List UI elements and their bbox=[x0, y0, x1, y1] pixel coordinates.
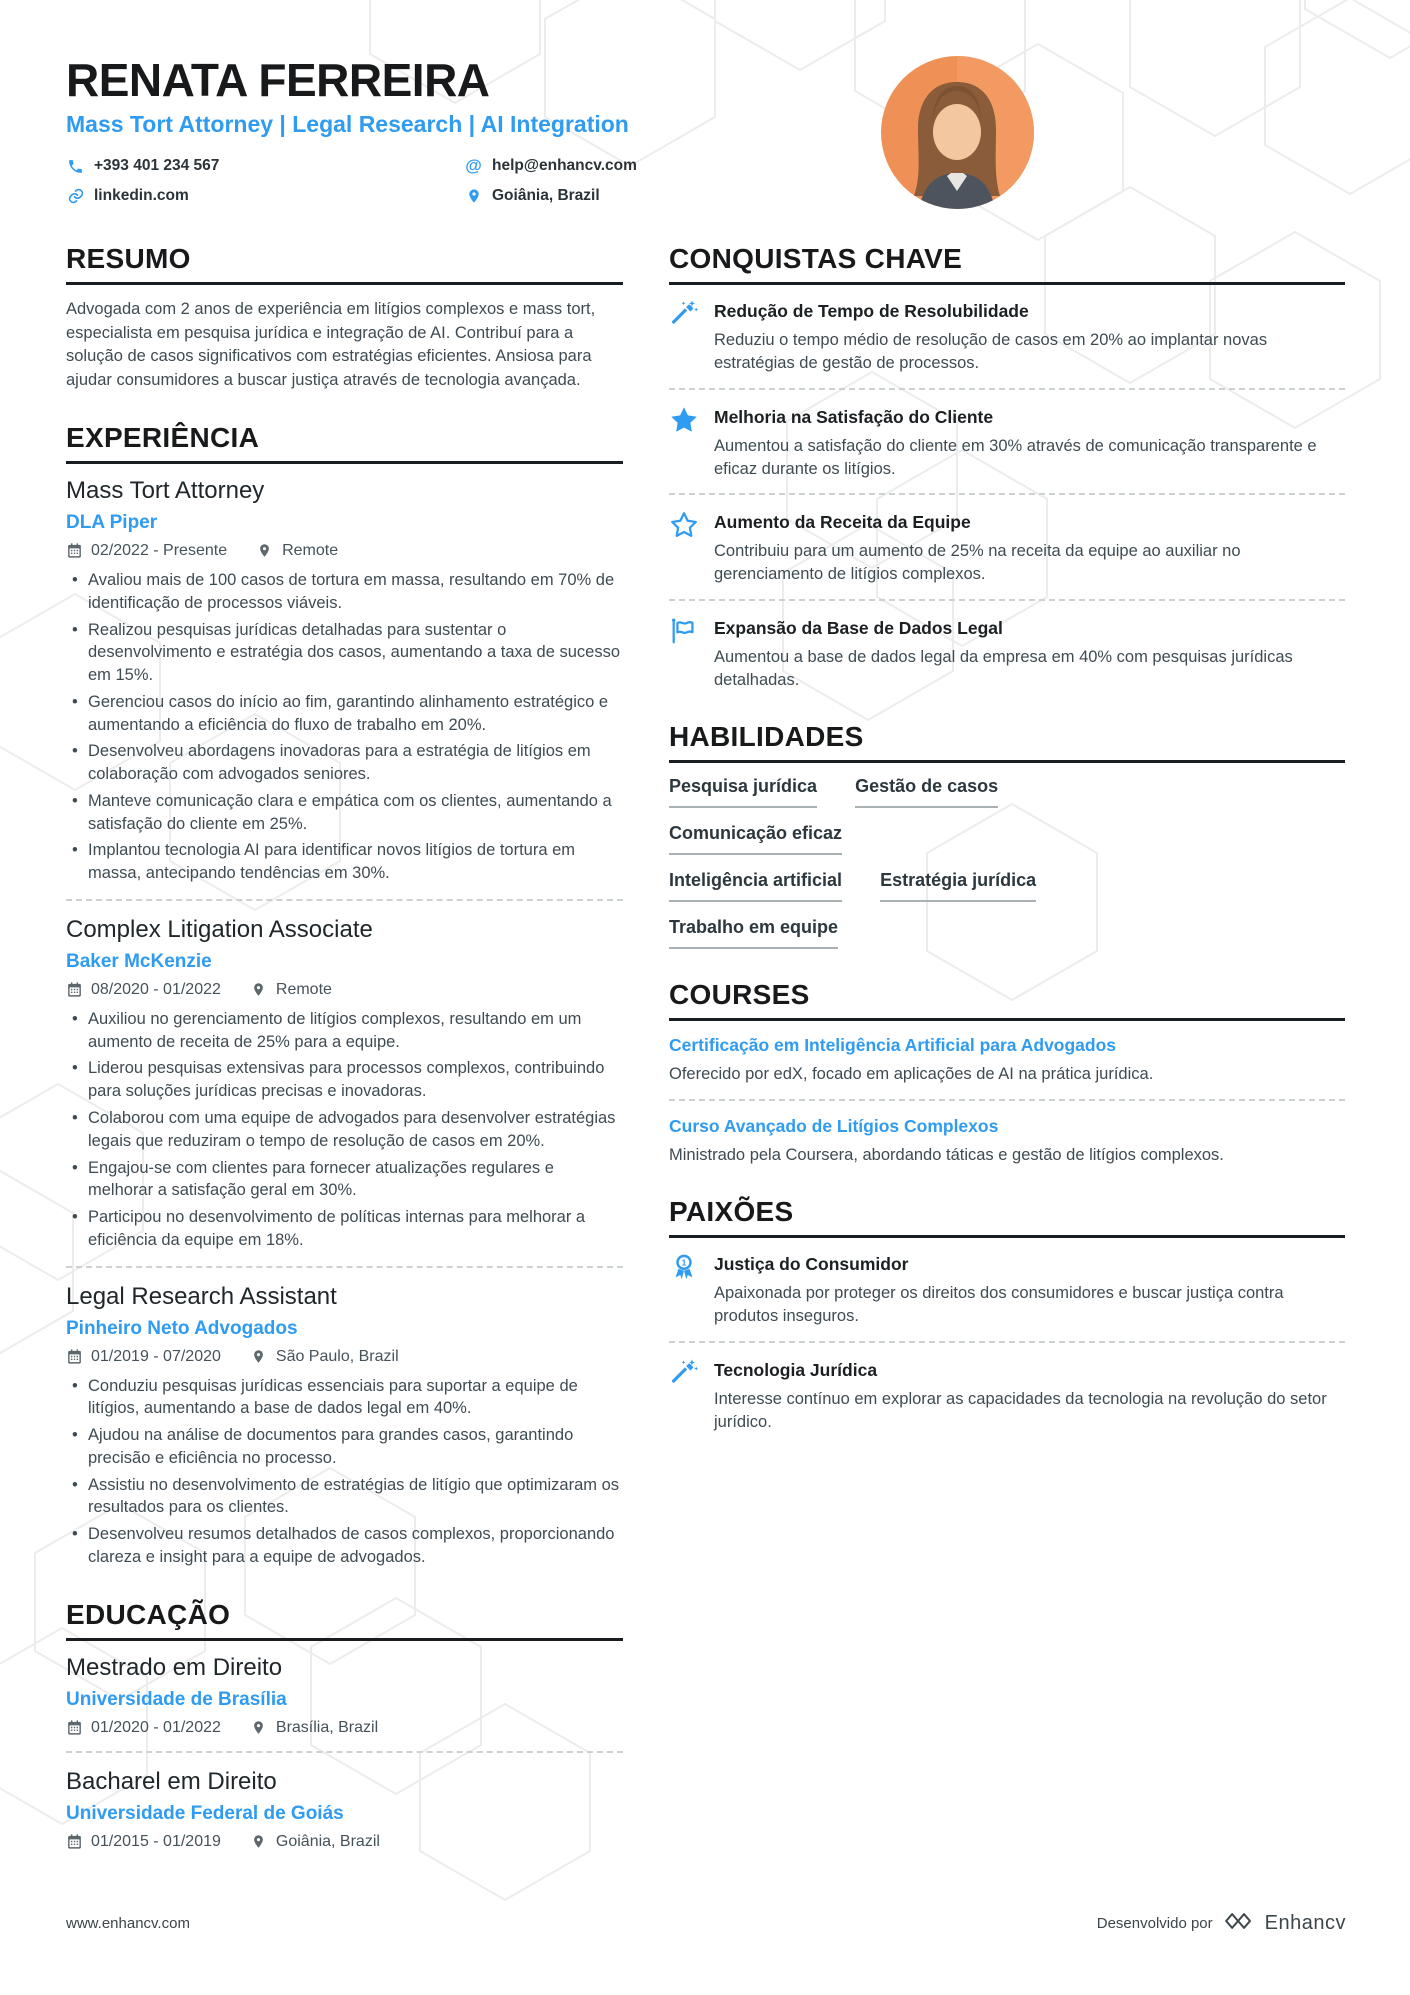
education-location-text: Goiânia, Brazil bbox=[275, 1832, 380, 1850]
skill-row bbox=[669, 870, 1345, 902]
achievement-text: Aumentou a base de dados legal da empresa em 40% com pesquisas jurídicas detalhadas. bbox=[714, 647, 1293, 689]
powered-by-enhancv[interactable] bbox=[1097, 1910, 1346, 1937]
email-address: help@enhancv.com bbox=[492, 157, 637, 175]
right-column bbox=[669, 243, 1345, 1880]
passion-text: Apaixonada por proteger os direitos dos consumidores e buscar justiça contra produtos inseguros. bbox=[714, 1284, 1284, 1326]
job-entry bbox=[66, 477, 623, 885]
achievement-item bbox=[669, 404, 1345, 481]
habilidades-heading: HABILIDADES bbox=[669, 721, 1345, 763]
location-contact bbox=[464, 187, 826, 206]
education-dates-text: 01/2015 - 01/2019 bbox=[91, 1832, 221, 1850]
skill-row bbox=[669, 823, 1345, 855]
job-bullets bbox=[66, 1375, 623, 1569]
pin-icon bbox=[251, 1719, 268, 1736]
job-company[interactable]: DLA Piper bbox=[66, 511, 158, 533]
job-meta bbox=[66, 1348, 623, 1366]
job-dates bbox=[66, 981, 221, 999]
calendar-icon bbox=[66, 1719, 83, 1736]
phone-icon bbox=[66, 157, 85, 176]
job-entry bbox=[66, 1283, 623, 1569]
job-company[interactable]: Baker McKenzie bbox=[66, 950, 212, 972]
job-dates-text: 08/2020 - 01/2022 bbox=[91, 980, 221, 998]
course-item bbox=[669, 1115, 1345, 1167]
job-bullets bbox=[66, 1008, 623, 1252]
bullet: • Gerenciou casos do início ao fim, garantindo alinhamento estratégico e aumentando a eficiência do fluxo de trabalho em 20%. bbox=[66, 691, 623, 737]
link-contact[interactable] bbox=[66, 187, 464, 206]
link-text: linkedin.com bbox=[94, 187, 189, 205]
job-title: Legal Research Assistant bbox=[66, 1282, 337, 1310]
passion-text: Interesse contínuo em explorar as capacidades da tecnologia na revolução do setor jurídico. bbox=[714, 1389, 1327, 1431]
location-text: Goiânia, Brazil bbox=[492, 187, 600, 205]
bullet: • Auxiliou no gerenciamento de litígios complexos, resultando em um aumento de receita de 25% para a equipe. bbox=[66, 1008, 623, 1054]
pin-icon bbox=[251, 981, 268, 998]
education-meta bbox=[66, 1719, 623, 1737]
job-entry bbox=[66, 916, 623, 1252]
school[interactable]: Universidade Federal de Goiás bbox=[66, 1802, 344, 1824]
courses-heading: COURSES bbox=[669, 979, 1345, 1021]
passion-content bbox=[714, 1357, 1345, 1434]
skill-row bbox=[669, 917, 1345, 949]
resume-body bbox=[66, 243, 1345, 1880]
achievement-content bbox=[714, 404, 1345, 481]
job-location-text: Remote bbox=[275, 980, 332, 998]
job-location bbox=[251, 981, 332, 999]
educacao-heading: EDUCAÇÃO bbox=[66, 1599, 623, 1641]
divider bbox=[669, 493, 1345, 495]
course-text: Oferecido por edX, focado em aplicações de AI na prática jurídica. bbox=[669, 1065, 1154, 1084]
calendar-icon bbox=[66, 981, 83, 998]
achievement-title: Aumento da Receita da Equipe bbox=[714, 512, 971, 533]
divider bbox=[669, 388, 1345, 390]
skill-tag: Gestão de casos bbox=[855, 776, 998, 808]
calendar-icon bbox=[66, 1833, 83, 1850]
flag-icon bbox=[669, 615, 699, 692]
divider bbox=[66, 1266, 623, 1268]
skill-tag: Trabalho em equipe bbox=[669, 917, 838, 949]
bullet: • Conduziu pesquisas jurídicas essenciais para suportar a equipe de litígios, aumentando a base de dados legal em 40%. bbox=[66, 1375, 623, 1421]
avatar bbox=[881, 56, 1034, 209]
job-dates bbox=[66, 542, 227, 560]
achievement-title: Redução de Tempo de Resolubilidade bbox=[714, 301, 1029, 322]
svg-text:1: 1 bbox=[681, 1258, 687, 1269]
pin-icon bbox=[251, 1833, 268, 1850]
bullet: • Manteve comunicação clara e empática com os clientes, aumentando a satisfação do cliente em 25%. bbox=[66, 790, 623, 836]
job-location bbox=[251, 1348, 399, 1366]
achievement-item bbox=[669, 615, 1345, 692]
education-entry bbox=[66, 1768, 623, 1851]
skill-row bbox=[669, 776, 1345, 808]
job-company[interactable]: Pinheiro Neto Advogados bbox=[66, 1317, 298, 1339]
job-meta bbox=[66, 981, 623, 999]
degree: Mestrado em Direito bbox=[66, 1653, 283, 1681]
magic-wand-icon bbox=[669, 1357, 699, 1434]
bullet: • Avaliou mais de 100 casos de tortura em massa, resultando em 70% de identificação de processos viáveis. bbox=[66, 569, 623, 615]
bullet: • Realizou pesquisas jurídicas detalhadas para sustentar o desenvolvimento e estratégia dos casos, aumentando a taxa de sucesso em 15%. bbox=[66, 619, 623, 687]
achievement-item bbox=[669, 509, 1345, 586]
bullet: • Liderou pesquisas extensivas para processos complexos, contribuindo para soluções jurídicas precisas e inovadoras. bbox=[66, 1057, 623, 1103]
resume-header bbox=[66, 56, 1345, 211]
achievement-text: Aumentou a satisfação do cliente em 30% através de comunicação transparente e eficaz durante os litígios. bbox=[714, 436, 1317, 478]
at-icon: @ bbox=[465, 156, 482, 176]
job-bullets bbox=[66, 569, 623, 885]
star-outline-icon bbox=[669, 509, 699, 586]
passion-title: Tecnologia Jurídica bbox=[714, 1359, 878, 1380]
contact-info bbox=[66, 151, 826, 211]
education-location bbox=[251, 1833, 380, 1851]
education-location-text: Brasília, Brazil bbox=[275, 1718, 379, 1736]
section-conquistas bbox=[669, 243, 1345, 691]
passion-title: Justiça do Consumidor bbox=[714, 1254, 909, 1275]
divider bbox=[669, 599, 1345, 601]
section-paixoes bbox=[669, 1196, 1345, 1433]
course-title: Curso Avançado de Litígios Complexos bbox=[669, 1115, 999, 1136]
job-title: Complex Litigation Associate bbox=[66, 915, 373, 943]
section-resumo bbox=[66, 243, 623, 392]
school[interactable]: Universidade de Brasília bbox=[66, 1688, 287, 1710]
link-icon bbox=[66, 187, 85, 206]
footer-site-link[interactable]: www.enhancv.com bbox=[66, 1915, 190, 1932]
star-filled-icon bbox=[669, 404, 699, 481]
achievement-content bbox=[714, 298, 1345, 375]
course-title: Certificação em Inteligência Artificial para Advogados bbox=[669, 1035, 1117, 1056]
education-dates bbox=[66, 1833, 221, 1851]
skill-tag: Pesquisa jurídica bbox=[669, 776, 817, 808]
bullet: • Engajou-se com clientes para fornecer atualizações regulares e melhorar a satisfação geral em 30%. bbox=[66, 1157, 623, 1203]
job-location-text: Remote bbox=[282, 541, 339, 559]
passion-item bbox=[669, 1357, 1345, 1434]
powered-by-label: Desenvolvido por bbox=[1096, 1915, 1213, 1932]
pin-icon bbox=[257, 542, 274, 559]
calendar-icon bbox=[66, 1348, 83, 1365]
pin-icon bbox=[251, 1348, 268, 1365]
divider bbox=[669, 1341, 1345, 1343]
achievement-content bbox=[714, 509, 1345, 586]
enhancv-logo bbox=[1222, 1910, 1256, 1937]
candidate-name: RENATA FERREIRA bbox=[66, 54, 490, 106]
degree: Bacharel em Direito bbox=[66, 1767, 277, 1795]
phone-number: +393 401 234 567 bbox=[94, 157, 220, 175]
bullet: • Desenvolveu resumos detalhados de casos complexos, proporcionando clareza e insight para a equipe de advogados. bbox=[66, 1523, 623, 1569]
section-habilidades bbox=[669, 721, 1345, 949]
achievement-content bbox=[714, 615, 1345, 692]
job-dates-text: 01/2019 - 07/2020 bbox=[91, 1347, 221, 1365]
bullet: • Colaborou com uma equipe de advogados para desenvolver estratégias legais que reduziram o tempo de resolução de casos em 20%. bbox=[66, 1107, 623, 1153]
bullet: • Participou no desenvolvimento de políticas internas para melhorar a eficiência da equipe em 18%. bbox=[66, 1206, 623, 1252]
achievement-title: Expansão da Base de Dados Legal bbox=[714, 617, 1003, 638]
resumo-heading: RESUMO bbox=[66, 243, 623, 285]
bullet: • Implantou tecnologia AI para identificar novos litígios de tortura em massa, antecipando tendências em 30%. bbox=[66, 839, 623, 885]
conquistas-heading: CONQUISTAS CHAVE bbox=[669, 243, 1345, 285]
course-text: Ministrado pela Coursera, abordando táticas e gestão de litígios complexos. bbox=[669, 1145, 1224, 1164]
bullet: • Desenvolveu abordagens inovadoras para a estratégia de litígios em colaboração com advogados seniores. bbox=[66, 740, 623, 786]
passion-content bbox=[714, 1251, 1345, 1328]
section-educacao bbox=[66, 1599, 623, 1851]
job-location-text: São Paulo, Brazil bbox=[275, 1347, 399, 1365]
bullet: • Assistiu no desenvolvimento de estratégias de litígio que optimizaram os resultados para os clientes. bbox=[66, 1474, 623, 1520]
left-column bbox=[66, 243, 623, 1880]
page-footer bbox=[66, 1910, 1346, 1937]
education-meta bbox=[66, 1833, 623, 1851]
education-entry bbox=[66, 1654, 623, 1737]
skill-tag: Inteligência artificial bbox=[669, 870, 842, 902]
divider bbox=[669, 1099, 1345, 1101]
resumo-text: Advogada com 2 anos de experiência em litígios complexos e mass tort, especialista em pesquisa jurídica e integração de AI. Contribuí para a solução de casos significativos com estratégias eficientes. Ansiosa para ajudar consumidores a buscar justiça através de tecnologia avançada. bbox=[66, 300, 596, 389]
job-title: Mass Tort Attorney bbox=[66, 476, 265, 504]
calendar-icon bbox=[66, 542, 83, 559]
education-dates-text: 01/2020 - 01/2022 bbox=[91, 1718, 221, 1736]
job-location bbox=[257, 542, 338, 560]
enhancv-wordmark: Enhancv bbox=[1264, 1912, 1346, 1934]
course-item bbox=[669, 1034, 1345, 1086]
education-dates bbox=[66, 1719, 221, 1737]
passion-item bbox=[669, 1251, 1345, 1328]
divider bbox=[66, 1751, 623, 1753]
magic-wand-icon bbox=[669, 298, 699, 375]
paixoes-heading: PAIXÕES bbox=[669, 1196, 1345, 1238]
job-dates-text: 02/2022 - Presente bbox=[91, 541, 228, 559]
email-contact[interactable] bbox=[464, 157, 826, 176]
location-pin-icon bbox=[464, 187, 483, 206]
divider bbox=[66, 899, 623, 901]
achievement-item bbox=[669, 298, 1345, 375]
section-experiencia bbox=[66, 422, 623, 1569]
bullet: • Ajudou na análise de documentos para grandes casos, garantindo precisão e eficiência no processo. bbox=[66, 1424, 623, 1470]
skill-tag: Comunicação eficaz bbox=[669, 823, 842, 855]
education-location bbox=[251, 1719, 378, 1737]
experiencia-heading: EXPERIÊNCIA bbox=[66, 422, 623, 464]
section-courses bbox=[669, 979, 1345, 1166]
achievement-text: Reduziu o tempo médio de resolução de casos em 20% ao implantar novas estratégias de gestão de processos. bbox=[714, 331, 1268, 373]
achievement-text: Contribuiu para um aumento de 25% na receita da equipe ao auxiliar no gerenciamento de litígios complexos. bbox=[714, 542, 1241, 584]
achievement-title: Melhoria na Satisfação do Cliente bbox=[714, 406, 994, 427]
job-dates bbox=[66, 1348, 221, 1366]
skill-tag: Estratégia jurídica bbox=[880, 870, 1036, 902]
candidate-headline: Mass Tort Attorney | Legal Research | AI Integration bbox=[66, 111, 629, 138]
phone-contact[interactable] bbox=[66, 157, 464, 176]
job-meta bbox=[66, 542, 623, 560]
medal-icon bbox=[669, 1251, 699, 1328]
